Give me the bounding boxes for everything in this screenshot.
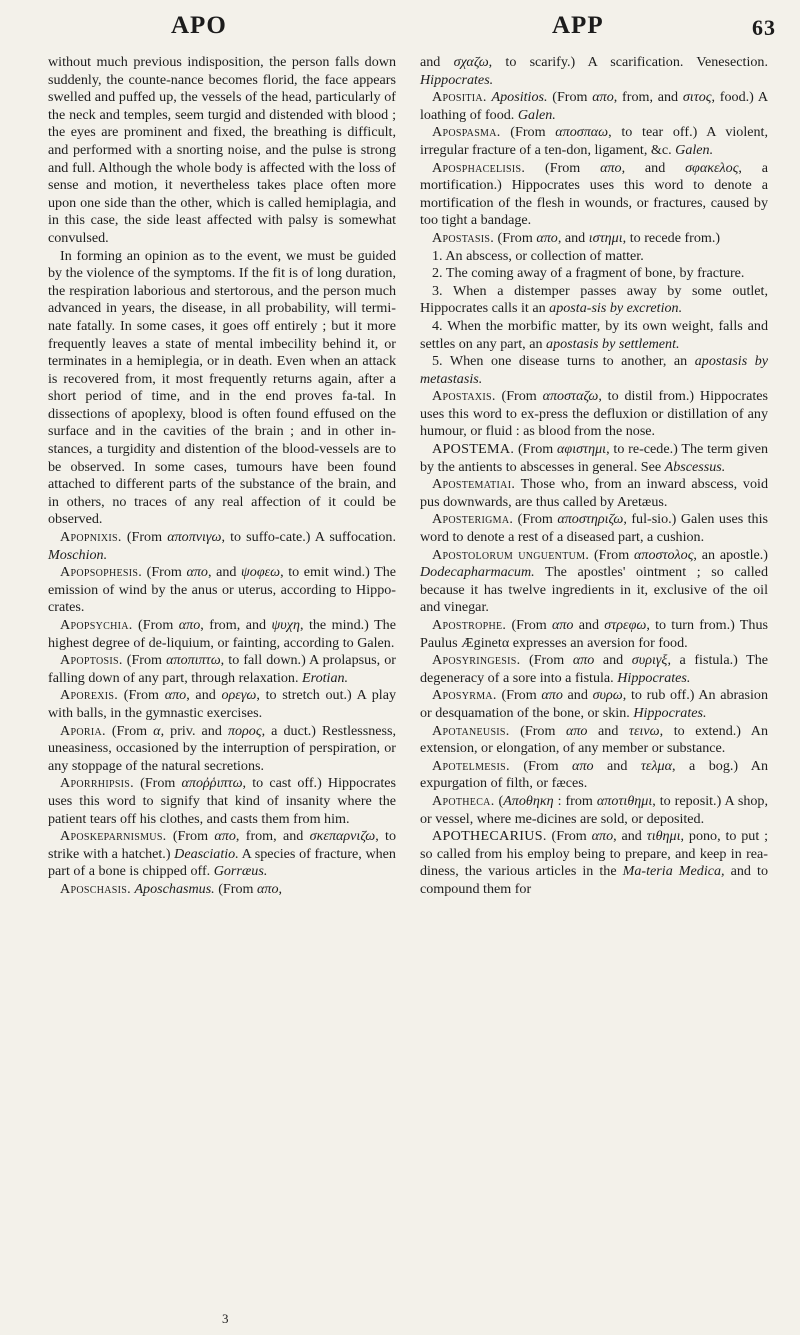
greek-etymon: συριγξ [631,652,668,669]
entry-text: (From [166,828,215,845]
italic-term: Erotian. [302,669,349,686]
headword: Apostematiai. [432,476,516,493]
greek-etymon: απο [565,722,588,739]
entry-text: (From [525,159,601,176]
headword: Apopnixis. [60,529,122,546]
greek-etymon: συρω [592,687,623,704]
entry-text: , to cast off.) Hippocrates uses this word to signify that kind of insanity where the patient tears off his clothes, and casts them from him. [48,775,397,827]
greek-etymon: αποστολος [634,546,694,563]
entry-text: , and [621,159,686,176]
entry-text: , priv. and [160,722,228,739]
entry-text: : from [553,792,597,809]
italic-term: apostasis by metastasis. [420,353,768,387]
entry-text: (From [118,687,165,704]
entry-text: , [278,880,283,897]
dictionary-entry [420,723,768,758]
dictionary-entry [48,564,396,617]
dictionary-entry [48,248,396,530]
page-number: 63 [752,15,776,40]
dictionary-entry [420,283,768,318]
entry-text: , a mortification.) Hippocrates uses this word to denote a mortification of the flesh in wounds, or fractures, caused by too tight a bandage. [420,159,769,229]
greek-etymon: απο [572,652,595,669]
greek-etymon: ορεγω [221,687,257,704]
greek-etymon: αποῤῥιπτω [181,775,243,792]
entry-text: , pono, to put ; so called from his employ being to prepare, and keep in rea-diness, the various articles in the [420,828,769,880]
entry-text: (From [105,722,154,739]
dictionary-entry [48,881,396,899]
entry-text: , to strike with a hatchet.) [48,828,396,862]
italic-term: aposta-sis by excretion. [549,300,683,317]
entry-text: , and [613,828,647,845]
dictionary-entry [420,160,768,230]
entry-text: , to tear off.) A violent, irregular fracture of a ten-don, ligament, &c. [420,124,768,158]
headword: Apotheca. [432,792,495,809]
entry-text: (From [500,124,556,141]
entry-text: 1. An abscess, or collection of matter. [432,247,644,264]
entry-text: 2. The coming away of a fragment of bone, by fracture. [432,265,745,282]
headword: Aporia. [60,722,106,739]
dictionary-entry [420,265,768,283]
entry-text: (From [121,529,168,546]
entry-text: , to suffo-cate.) A suffocation. [221,529,396,546]
entry-text: , a duct.) Restlessness, uneasiness, occasioned by the interruption of perspiration, or any stoppage of the natural secretions. [48,722,397,774]
entry-text: , and [557,229,589,246]
dictionary-entry [420,652,768,687]
italic-term: Hippocrates. [633,704,707,721]
greek-etymon: στρεφω [604,617,647,633]
entry-text: (From [520,652,573,669]
dictionary-entry [420,89,768,124]
greek-etymon: ψυχη [271,617,300,633]
greek-etymon: α [153,722,161,739]
headword: Apoptosis. [60,652,123,669]
headword: Aposterigma. [432,511,514,528]
entry-text: , from, and [613,89,683,106]
entry-text: (From [142,564,187,581]
entry-text: 5. When one disease turns to another, an [432,353,695,370]
headword: Apopsophesis. [60,564,143,581]
entry-text: , to scarify.) A scarification. Venesection. [488,54,768,70]
greek-etymon: απο [591,828,614,845]
greek-etymon: πορος [227,722,262,739]
greek-etymon: αποσταζω [542,388,599,405]
headword: Aposchasis. [60,880,131,897]
italic-term: Deasciatio. [174,845,239,862]
entry-text: without much previous indisposition, the person falls down suddenly, the counte-nance becomes florid, the face appears swelled and puffed up, the vessels of the head, particularly of the neck and temples, seem turgid and distended with blood ; the eyes are prominent and fixed, the breathing is difficult, and performed with a snorting noise, and the pulse is strong and full. Although the whole body is affected with the loss of sense and motion, it nevertheless takes place often more upon one side than the other, which is called hemiplagia, and in this case, the side least affected with palsy is somewhat convulsed. [48,54,396,246]
entry-text: , food.) A loathing of food. [420,89,769,123]
continued-paragraph [420,54,768,89]
italic-term: Hippocrates. [617,669,691,686]
greek-etymon: σκεπαρνιζω [309,828,376,845]
entry-text: (From [514,441,557,458]
dictionary-entry [420,617,768,652]
entry-text: 4. When the morbific matter, by its own weight, falls and settles on any part, an [420,317,768,352]
headword: Aposphacelisis. [432,159,526,176]
entry-text: The apostles' ointment ; so called because it has twelve ingredients in it, exclusive of the oil and vinegar. [420,564,768,616]
headword: Apostasis. [432,229,495,246]
entry-text: and [573,617,605,633]
entry-text: , to stretch out.) A play with balls, in the gymnastic exercises. [48,687,396,721]
entry-text: (From [547,89,593,106]
headword: Apotaneusis. [432,722,510,739]
entry-text: A species of fracture, when part of a bone is chipped off. [48,845,396,880]
entry-text: In forming an opinion as to the event, we must be guided by the violence of the symptoms. If the fit is of long duration, the respiration laborious and stertorous, and the person much advanced in years, the disease, in all probability, will termi-nate fatally. In some cases, it goes off entirely ; but it more frequently leaves a state of mental imbecility behind it, or terminates in a hemiplegia, or in death. Even when an attack is recovered from, it most frequently returns again, after a short period of time, and in the end proves fa-tal. In dissections of apoplexy, blood is often found effused on the surface and in the cavities of the brain ; and in other in-stances, a turgidity and distention of the blood-vessels are to be observed. In some cases, tumours have been found attached to different parts of the substance of the brain, and in others, no traces of any real affection of it could be observed. [48,247,396,528]
dictionary-entry [48,617,396,652]
entry-text: (From [506,617,552,633]
greek-etymon: τιθημι [646,828,681,845]
entry-text: , from, and [235,828,310,845]
dictionary-entry [420,476,768,511]
entry-text: and [593,757,641,774]
dictionary-entry [420,511,768,546]
italic-term: apostasis by settlement. [546,335,680,352]
greek-etymon: ψοφεω [241,564,281,581]
dictionary-entry [420,828,768,898]
dictionary-entry [420,318,768,353]
greek-etymon: απο [164,687,187,704]
headword: Apositia. [432,89,487,106]
greek-etymon: σχαζω [453,54,489,70]
entry-text: (From [122,652,167,669]
entry-text: 3. When a distemper passes away by some outlet, Hippocrates calls it an [420,282,768,317]
entry-text: and [420,54,454,70]
left-column [48,54,396,899]
entry-text: (From [495,388,543,405]
entry-text: (From [496,687,542,704]
greek-etymon: απο [600,159,622,176]
greek-etymon: τεινω [628,722,660,739]
entry-text: , to emit wind.) The emission of wind by the anus or uterus, according to Hippo-crates. [48,564,397,616]
entry-text: and [587,722,629,739]
greek-etymon: αποσπαω [555,124,609,141]
greek-etymon: απο [214,828,236,845]
greek-etymon: αποτιθημι [596,792,653,809]
entry-text: , and [207,564,242,581]
italic-term: Moschion. [48,546,108,563]
entry-text: and [562,687,593,704]
italic-term: Ma-teria Medica, [622,863,725,880]
headword: Apostolorum unguentum. [432,546,590,563]
dictionary-entry [48,529,396,564]
italic-term: Abscessus. [664,458,726,475]
dictionary-entry [420,353,768,388]
dictionary-entry [48,687,396,722]
running-header [0,8,800,42]
greek-etymon: απο [551,617,574,633]
entry-text: (From [134,775,182,792]
header-right-guide-word: APP [552,12,604,39]
headword: Aposyringesis. [432,652,521,669]
greek-etymon: σφακελος [685,159,739,176]
headword: Apotelmesis. [432,757,510,774]
greek-etymon: απο [536,229,558,246]
greek-etymon: τελμα [640,757,673,774]
dictionary-entry [420,124,768,159]
italic-term: Hippocrates. [420,71,494,88]
headword: APOSTEMA. [432,441,515,458]
entry-text: (From [513,511,558,528]
headword: Aporrhipsis. [60,775,134,792]
entry-text: (From [509,757,573,774]
greek-etymon: ιστημι [588,229,623,246]
dictionary-entry [420,758,768,793]
headword: Aposkeparnismus. [60,828,167,845]
entry-text: , to fall down.) A prolapsus, or falling down of any part, through relaxation. [48,652,396,686]
greek-etymon: αποπνιγω [167,529,222,546]
italic-term: Aposchasmus. [134,880,215,897]
entry-text: and [594,652,632,669]
italic-term: Galen. [675,141,714,158]
headword: Apostaxis. [432,388,496,405]
header-left-guide-word: APO [171,12,227,39]
greek-etymon: απο [541,687,563,704]
greek-etymon: απο [592,89,614,106]
headword: Apostrophe. [432,617,507,633]
italic-term: Gorræus. [213,863,268,880]
italic-term: Apositios. [491,89,548,106]
entry-text: (From [494,229,537,246]
entry-text: (From [589,546,634,563]
entry-text: (From [546,828,592,845]
entry-text: (From [132,617,179,633]
entry-text: , the mind.) The highest degree of de-liquium, or fainting, according to Galen. [48,617,396,651]
right-column [420,54,768,899]
continued-paragraph [48,54,396,248]
headword: Aporexis. [60,687,119,704]
dictionary-entry [420,441,768,476]
dictionary-entry [420,388,768,441]
headword: Apospasma. [432,124,501,141]
entry-text: , and [186,687,222,704]
greek-etymon: Αποθηκη [503,792,554,809]
greek-etymon: αφιστημι [557,441,607,458]
entry-text: and to compound them for [420,863,768,897]
entry-text: , an apostle.) [693,546,768,563]
entry-text: , to distil from.) Hippocrates uses this word to ex-press the defluxion or distillation of any humour, or fluid : as blood from the nose. [420,388,768,440]
entry-text: , to extend.) An extension, or elongation, of any member or substance. [420,722,768,757]
greek-etymon: σιτος [682,89,712,106]
dictionary-entry [420,248,768,266]
entry-text: Those who, from an inward abscess, void pus downwards, are thus called by Aretæus. [420,476,768,510]
italic-term: Dodecapharmacum. [420,564,535,581]
entry-text: ( [494,792,504,809]
greek-etymon: αποστηριζω [557,511,624,528]
greek-etymon: απο [178,617,201,633]
entry-text: (From [509,722,566,739]
entry-text: , a fistula.) The degeneracy of a sore into a fistula. [420,652,769,686]
dictionary-entry [48,652,396,687]
entry-text: , to recede from.) [622,229,721,246]
entry-text: , to reposit.) A shop, or vessel, where me-dicines are sold, or deposited. [420,792,768,827]
dictionary-entry [420,230,768,248]
entry-text: , from, and [200,617,272,633]
entry-text: (From [214,880,257,897]
greek-etymon: αποπιπτω [166,652,221,669]
signature-mark: 3 [222,1311,229,1326]
greek-etymon: απο [257,880,279,897]
dictionary-entry [420,793,768,828]
dictionary-entry [420,547,768,617]
italic-term: Galen. [517,106,556,123]
entry-text: , to re-cede.) The term given by the antients to abscesses in general. See [420,441,768,475]
headword: APOTHECARIUS. [432,828,547,845]
dictionary-entry [48,775,396,828]
entry-text: , to turn from.) Thus Paulus Æginetα expresses an aversion for food. [420,617,768,651]
dictionary-entry [48,723,396,776]
greek-etymon: απο [186,564,208,581]
dictionary-entry [48,828,396,881]
headword: Apopsychia. [60,617,133,633]
headword: Aposyrma. [432,687,497,704]
dictionary-entry [420,687,768,722]
entry-text: , a bog.) An expurgation of filth, or fæces. [420,757,769,792]
entry-text: , to rub off.) An abrasion or desquamation of the bone, or skin. [420,687,768,721]
entry-text: , ful-sio.) Galen uses this word to denote a rest of a diseased part, a cushion. [420,511,769,546]
greek-etymon: απο [572,757,594,774]
